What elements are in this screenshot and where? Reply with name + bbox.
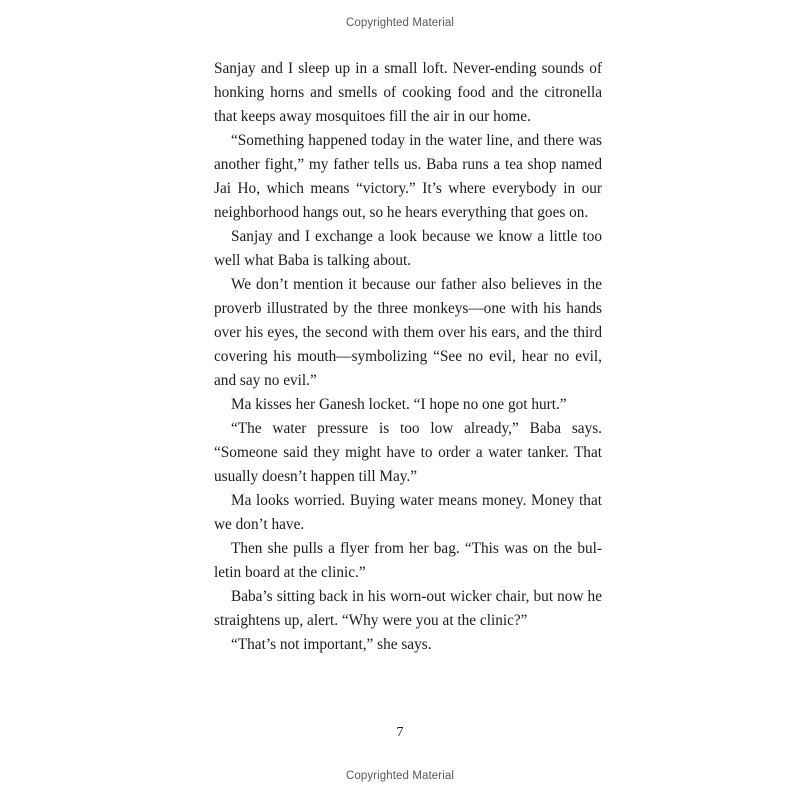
paragraph: We don’t mention it because our father also believes in the proverb illustrated by the three monkeys—one with his hands over his eyes, the second with them over his ears, and the third covering his mouth—symbolizing “See no evil, hear no evil, and say no evil.”: [214, 276, 602, 389]
paragraph: Sanjay and I sleep up in a small loft. Never-ending sounds of honking horns and smells of cooking food and the citronella that keeps away mosquitoes fill the air in our home.: [214, 60, 602, 125]
paragraph: “That’s not important,” she says.: [231, 636, 432, 653]
copyright-watermark-bottom: Copyrighted Material: [345, 770, 455, 782]
paragraph: Then she pulls a flyer from her bag. “This was on the bulletin board at the clinic.”: [214, 540, 602, 581]
paragraph: “Something happened today in the water line, and there was another fight,” my father tells us. Baba runs a tea shop named Jai Ho, which means “victory.” It’s where everybody in our neighborhood hangs out, so he hears everything that goes on.: [214, 132, 602, 221]
paragraph: Baba’s sitting back in his worn-out wicker chair, but now he straightens up, alert. “Why were you at the clinic?”: [214, 588, 602, 629]
paragraph: Ma looks worried. Buying water means money. Money that we don’t have.: [214, 492, 602, 533]
paragraph: Sanjay and I exchange a look because we know a little too well what Baba is talking about.: [214, 228, 602, 269]
page-number: 7: [396, 725, 404, 740]
body-text: [214, 57, 602, 657]
paragraph: “The water pressure is too low already,” Baba says. “Someone said they might have to order a water tanker. That usually doesn’t happen till May.”: [214, 420, 602, 485]
paragraph: Ma kisses her Ganesh locket. “I hope no one got hurt.”: [231, 396, 567, 413]
copyright-watermark-top: Copyrighted Material: [345, 17, 455, 29]
